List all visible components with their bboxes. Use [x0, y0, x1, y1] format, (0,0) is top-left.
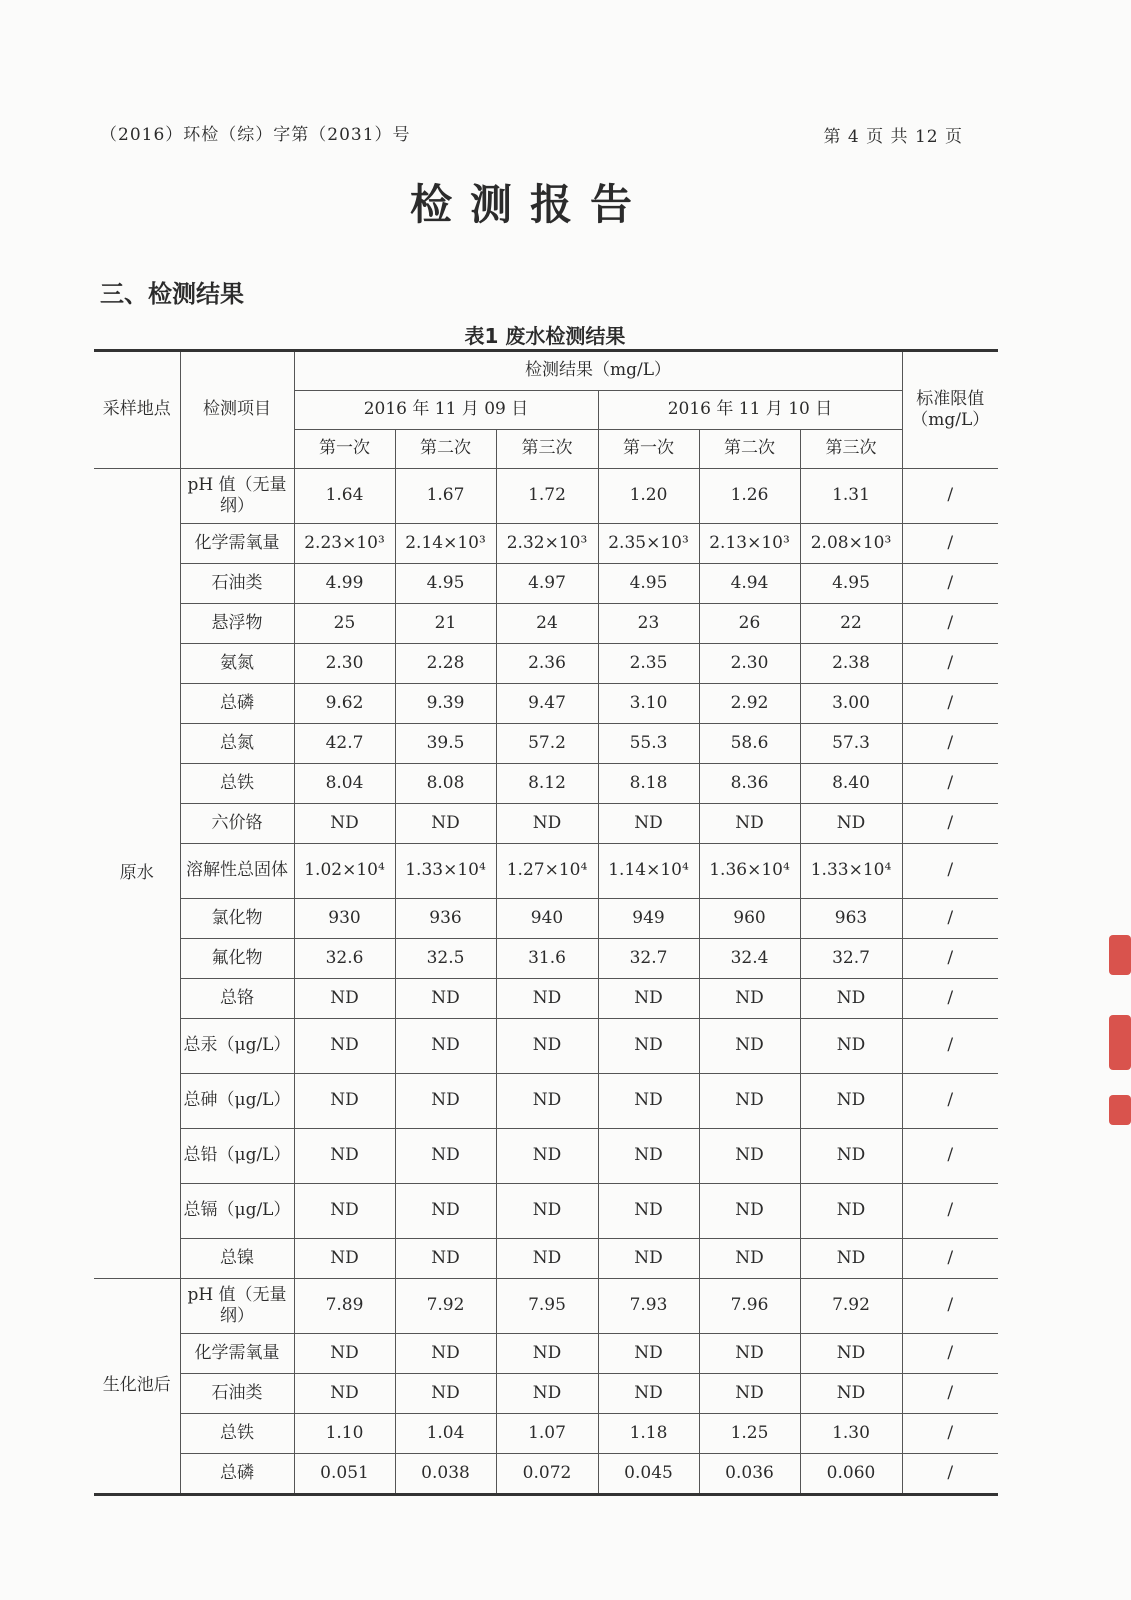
value-cell: 4.99: [294, 564, 395, 604]
value-cell: 1.26: [699, 469, 800, 524]
item-cell: 总铁: [180, 1414, 294, 1454]
value-cell: ND: [496, 1239, 598, 1279]
standard-cell: /: [902, 604, 998, 644]
value-cell: 26: [699, 604, 800, 644]
date-header: 2016 年 11 月 10 日: [598, 391, 902, 430]
value-cell: 8.12: [496, 764, 598, 804]
item-cell: 总汞（μg/L）: [180, 1019, 294, 1074]
value-cell: 7.92: [395, 1279, 496, 1334]
table-row: [94, 1279, 998, 1334]
value-cell: 1.33×10⁴: [395, 844, 496, 899]
run-header: 第一次: [598, 430, 699, 469]
value-cell: 55.3: [598, 724, 699, 764]
col-item-header: 检测项目: [180, 351, 294, 469]
value-cell: ND: [395, 1019, 496, 1074]
standard-cell: /: [902, 724, 998, 764]
standard-cell: /: [902, 899, 998, 939]
value-cell: 4.94: [699, 564, 800, 604]
value-cell: ND: [496, 1019, 598, 1074]
value-cell: ND: [496, 1074, 598, 1129]
item-cell: 氯化物: [180, 899, 294, 939]
value-cell: ND: [800, 804, 902, 844]
value-cell: ND: [800, 979, 902, 1019]
value-cell: ND: [598, 1074, 699, 1129]
value-cell: ND: [395, 979, 496, 1019]
value-cell: 1.33×10⁴: [800, 844, 902, 899]
item-cell: 氟化物: [180, 939, 294, 979]
table-row: [94, 684, 998, 724]
value-cell: 3.00: [800, 684, 902, 724]
table-row: [94, 724, 998, 764]
item-cell: pH 值（无量纲）: [180, 469, 294, 524]
value-cell: 57.3: [800, 724, 902, 764]
value-cell: 39.5: [395, 724, 496, 764]
item-cell: 六价铬: [180, 804, 294, 844]
value-cell: 42.7: [294, 724, 395, 764]
item-cell: 总铅（μg/L）: [180, 1129, 294, 1184]
value-cell: 32.5: [395, 939, 496, 979]
value-cell: ND: [294, 1074, 395, 1129]
value-cell: 1.14×10⁴: [598, 844, 699, 899]
value-cell: ND: [294, 1334, 395, 1374]
value-cell: 936: [395, 899, 496, 939]
standard-cell: /: [902, 1184, 998, 1239]
item-cell: 总砷（μg/L）: [180, 1074, 294, 1129]
value-cell: 2.30: [699, 644, 800, 684]
standard-cell: /: [902, 564, 998, 604]
value-cell: ND: [800, 1129, 902, 1184]
value-cell: 9.39: [395, 684, 496, 724]
run-header: 第二次: [395, 430, 496, 469]
value-cell: ND: [294, 1019, 395, 1074]
value-cell: 7.93: [598, 1279, 699, 1334]
value-cell: 2.08×10³: [800, 524, 902, 564]
value-cell: 960: [699, 899, 800, 939]
value-cell: ND: [598, 1184, 699, 1239]
value-cell: 1.67: [395, 469, 496, 524]
value-cell: 0.060: [800, 1454, 902, 1495]
value-cell: ND: [800, 1184, 902, 1239]
value-cell: 23: [598, 604, 699, 644]
value-cell: ND: [294, 1129, 395, 1184]
value-cell: ND: [496, 804, 598, 844]
value-cell: 57.2: [496, 724, 598, 764]
table-row: [94, 644, 998, 684]
item-cell: 石油类: [180, 564, 294, 604]
value-cell: ND: [496, 1374, 598, 1414]
value-cell: 0.051: [294, 1454, 395, 1495]
value-cell: ND: [395, 1129, 496, 1184]
value-cell: 1.10: [294, 1414, 395, 1454]
standard-cell: /: [902, 1279, 998, 1334]
value-cell: 1.25: [699, 1414, 800, 1454]
value-cell: 1.18: [598, 1414, 699, 1454]
value-cell: ND: [800, 1074, 902, 1129]
item-cell: 总铁: [180, 764, 294, 804]
value-cell: 0.045: [598, 1454, 699, 1495]
value-cell: 4.97: [496, 564, 598, 604]
value-cell: ND: [598, 979, 699, 1019]
value-cell: ND: [699, 1184, 800, 1239]
value-cell: 4.95: [395, 564, 496, 604]
item-cell: pH 值（无量纲）: [180, 1279, 294, 1334]
table-row: [94, 469, 998, 524]
standard-cell: /: [902, 939, 998, 979]
value-cell: ND: [699, 804, 800, 844]
value-cell: 1.72: [496, 469, 598, 524]
value-cell: ND: [496, 1334, 598, 1374]
value-cell: 8.36: [699, 764, 800, 804]
standard-cell: /: [902, 524, 998, 564]
table-row: [94, 604, 998, 644]
value-cell: ND: [699, 1129, 800, 1184]
run-header: 第三次: [800, 430, 902, 469]
value-cell: ND: [294, 804, 395, 844]
item-cell: 总铬: [180, 979, 294, 1019]
value-cell: ND: [699, 1019, 800, 1074]
value-cell: 2.38: [800, 644, 902, 684]
standard-cell: /: [902, 1414, 998, 1454]
standard-cell: /: [902, 979, 998, 1019]
value-cell: 2.13×10³: [699, 524, 800, 564]
table-row: [94, 939, 998, 979]
value-cell: 1.31: [800, 469, 902, 524]
site-cell: 生化池后: [94, 1279, 180, 1495]
standard-cell: /: [902, 1334, 998, 1374]
value-cell: ND: [699, 1374, 800, 1414]
value-cell: 1.27×10⁴: [496, 844, 598, 899]
value-cell: 21: [395, 604, 496, 644]
item-cell: 化学需氧量: [180, 524, 294, 564]
standard-cell: /: [902, 1129, 998, 1184]
value-cell: 1.07: [496, 1414, 598, 1454]
value-cell: 32.7: [598, 939, 699, 979]
item-cell: 氨氮: [180, 644, 294, 684]
table-row: [94, 1374, 998, 1414]
run-header: 第三次: [496, 430, 598, 469]
value-cell: 2.28: [395, 644, 496, 684]
value-cell: ND: [598, 1239, 699, 1279]
value-cell: 2.32×10³: [496, 524, 598, 564]
site-cell: 原水: [94, 469, 180, 1279]
value-cell: 22: [800, 604, 902, 644]
value-cell: 32.7: [800, 939, 902, 979]
value-cell: ND: [395, 1184, 496, 1239]
value-cell: 2.35: [598, 644, 699, 684]
page-title: 检测报告: [409, 180, 650, 229]
item-cell: 悬浮物: [180, 604, 294, 644]
value-cell: 32.4: [699, 939, 800, 979]
value-cell: 8.40: [800, 764, 902, 804]
value-cell: ND: [598, 1374, 699, 1414]
value-cell: ND: [598, 1334, 699, 1374]
value-cell: ND: [496, 1129, 598, 1184]
value-cell: ND: [294, 979, 395, 1019]
value-cell: ND: [800, 1334, 902, 1374]
section-heading: 三、检测结果: [100, 280, 244, 308]
value-cell: 2.36: [496, 644, 598, 684]
table-row: [94, 524, 998, 564]
value-cell: ND: [598, 1129, 699, 1184]
table-row: [94, 899, 998, 939]
item-cell: 总磷: [180, 684, 294, 724]
value-cell: 25: [294, 604, 395, 644]
table-row: [94, 1414, 998, 1454]
table-row: [94, 1454, 998, 1495]
results-table: [94, 349, 998, 1496]
value-cell: 7.96: [699, 1279, 800, 1334]
value-cell: ND: [294, 1239, 395, 1279]
table-row: [94, 1074, 998, 1129]
value-cell: 1.30: [800, 1414, 902, 1454]
value-cell: 4.95: [598, 564, 699, 604]
item-cell: 总镍: [180, 1239, 294, 1279]
table-row: [94, 804, 998, 844]
value-cell: ND: [598, 804, 699, 844]
standard-cell: /: [902, 1454, 998, 1495]
value-cell: ND: [800, 1019, 902, 1074]
value-cell: ND: [800, 1239, 902, 1279]
value-cell: ND: [496, 1184, 598, 1239]
value-cell: 9.62: [294, 684, 395, 724]
value-cell: 31.6: [496, 939, 598, 979]
value-cell: 24: [496, 604, 598, 644]
item-cell: 总磷: [180, 1454, 294, 1495]
date-header: 2016 年 11 月 09 日: [294, 391, 598, 430]
standard-cell: /: [902, 1019, 998, 1074]
standard-cell: /: [902, 1374, 998, 1414]
table-row: [94, 1334, 998, 1374]
value-cell: ND: [699, 979, 800, 1019]
value-cell: 2.30: [294, 644, 395, 684]
col-standard-header: 标准限值（mg/L）: [902, 351, 998, 469]
standard-cell: /: [902, 684, 998, 724]
value-cell: 32.6: [294, 939, 395, 979]
value-cell: 963: [800, 899, 902, 939]
value-cell: 1.20: [598, 469, 699, 524]
standard-cell: /: [902, 469, 998, 524]
run-header: 第一次: [294, 430, 395, 469]
value-cell: 2.35×10³: [598, 524, 699, 564]
table-title: 表1 废水检测结果: [464, 324, 626, 348]
value-cell: 7.89: [294, 1279, 395, 1334]
standard-cell: /: [902, 804, 998, 844]
value-cell: 0.072: [496, 1454, 598, 1495]
value-cell: 1.04: [395, 1414, 496, 1454]
value-cell: ND: [294, 1184, 395, 1239]
value-cell: 9.47: [496, 684, 598, 724]
item-cell: 总镉（μg/L）: [180, 1184, 294, 1239]
value-cell: ND: [598, 1019, 699, 1074]
table-row: [94, 1239, 998, 1279]
value-cell: ND: [395, 1074, 496, 1129]
standard-cell: /: [902, 764, 998, 804]
value-cell: 1.64: [294, 469, 395, 524]
page-info: 第 4 页 共 12 页: [823, 127, 963, 147]
value-cell: 949: [598, 899, 699, 939]
value-cell: ND: [395, 1334, 496, 1374]
value-cell: 3.10: [598, 684, 699, 724]
value-cell: ND: [294, 1374, 395, 1414]
col-site-header: 采样地点: [94, 351, 180, 469]
value-cell: 930: [294, 899, 395, 939]
value-cell: 7.95: [496, 1279, 598, 1334]
red-seal-stamp: [1109, 935, 1131, 1145]
value-cell: 58.6: [699, 724, 800, 764]
value-cell: 0.038: [395, 1454, 496, 1495]
value-cell: ND: [800, 1374, 902, 1414]
value-cell: ND: [699, 1074, 800, 1129]
item-cell: 石油类: [180, 1374, 294, 1414]
standard-cell: /: [902, 844, 998, 899]
value-cell: 940: [496, 899, 598, 939]
standard-cell: /: [902, 644, 998, 684]
value-cell: 8.04: [294, 764, 395, 804]
table-row: [94, 1129, 998, 1184]
value-cell: ND: [496, 979, 598, 1019]
table-row: [94, 564, 998, 604]
value-cell: ND: [395, 1239, 496, 1279]
value-cell: 2.23×10³: [294, 524, 395, 564]
table-row: [94, 764, 998, 804]
table-row: [94, 979, 998, 1019]
value-cell: 4.95: [800, 564, 902, 604]
table-row: [94, 844, 998, 899]
value-cell: 8.08: [395, 764, 496, 804]
value-cell: 8.18: [598, 764, 699, 804]
value-cell: 1.36×10⁴: [699, 844, 800, 899]
value-cell: ND: [395, 1374, 496, 1414]
item-cell: 总氮: [180, 724, 294, 764]
table-row: [94, 1019, 998, 1074]
value-cell: 2.14×10³: [395, 524, 496, 564]
value-cell: ND: [395, 804, 496, 844]
value-cell: ND: [699, 1334, 800, 1374]
value-cell: 2.92: [699, 684, 800, 724]
value-cell: ND: [699, 1239, 800, 1279]
run-header: 第二次: [699, 430, 800, 469]
col-results-header: 检测结果（mg/L）: [294, 351, 902, 391]
value-cell: 1.02×10⁴: [294, 844, 395, 899]
item-cell: 化学需氧量: [180, 1334, 294, 1374]
standard-cell: /: [902, 1239, 998, 1279]
item-cell: 溶解性总固体: [180, 844, 294, 899]
report-number: （2016）环检（综）字第（2031）号: [100, 125, 411, 145]
standard-cell: /: [902, 1074, 998, 1129]
table-row: [94, 1184, 998, 1239]
value-cell: 0.036: [699, 1454, 800, 1495]
value-cell: 7.92: [800, 1279, 902, 1334]
